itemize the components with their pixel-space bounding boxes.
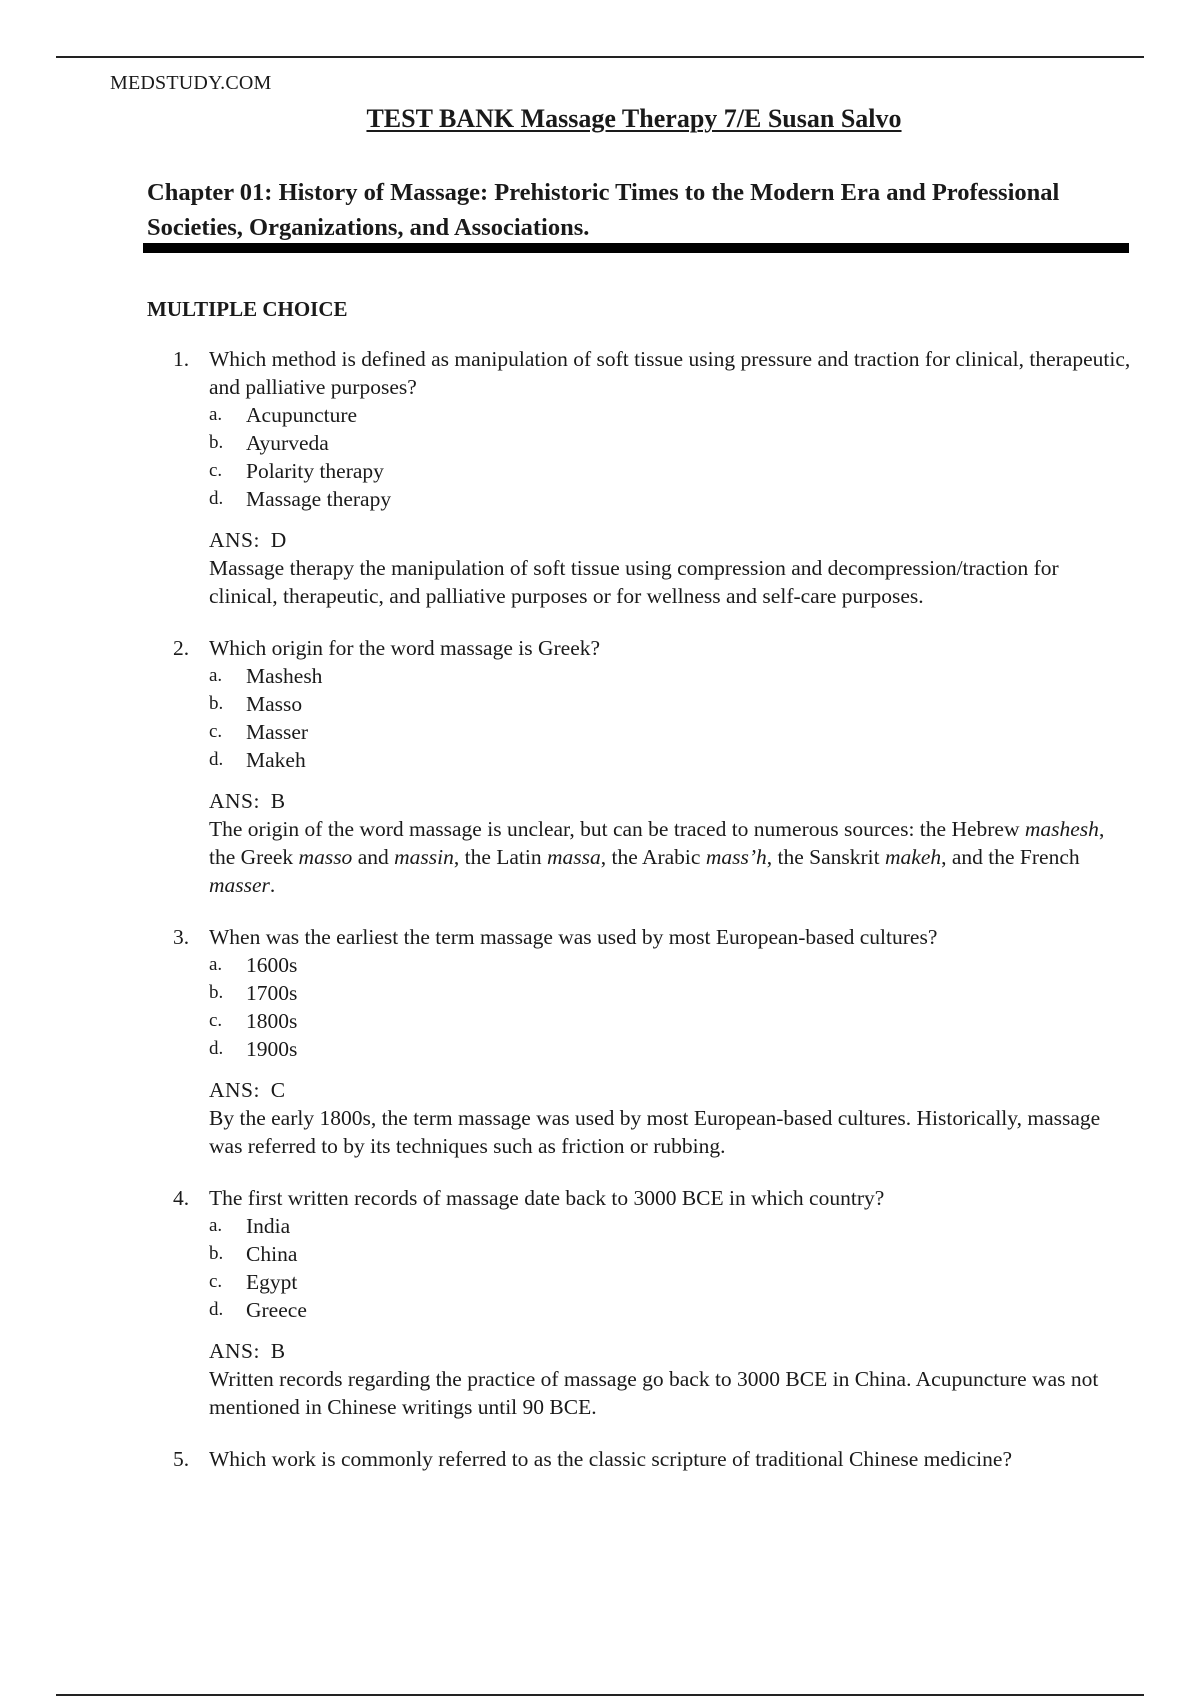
option-letter: d. xyxy=(209,488,224,509)
option-letter: a. xyxy=(209,1215,223,1236)
option-text: 1900s xyxy=(246,1037,298,1061)
chapter-divider xyxy=(143,243,1129,253)
answer-line xyxy=(209,526,1200,554)
answer-line xyxy=(209,787,1200,815)
question-text: When was the earliest the term massage was used by most European-based cultures? xyxy=(209,925,938,949)
option-c xyxy=(209,457,1200,485)
top-rule xyxy=(56,56,1144,58)
option-letter: d. xyxy=(209,1299,224,1320)
option-text: Mashesh xyxy=(246,664,323,688)
answer-label: ANS: xyxy=(209,528,260,552)
answer-value: C xyxy=(270,1078,286,1102)
rationale-text: and xyxy=(352,845,395,869)
option-text: 1600s xyxy=(246,953,298,977)
option-b xyxy=(209,979,1200,1007)
question-number: 1. xyxy=(173,347,190,371)
section-heading: MULTIPLE CHOICE xyxy=(147,297,348,321)
question-4 xyxy=(0,1184,1200,1421)
option-text: Greece xyxy=(246,1298,307,1322)
option-text: Egypt xyxy=(246,1270,298,1294)
option-letter: b. xyxy=(209,432,224,453)
site-name: MEDSTUDY.COM xyxy=(110,72,272,94)
rationale-term-arabic: mass’h xyxy=(705,845,767,869)
option-c xyxy=(209,1268,1200,1296)
option-letter: b. xyxy=(209,982,224,1003)
option-a xyxy=(209,662,1200,690)
question-text: Which method is defined as manipulation of soft tissue using pressure and traction for clinical, therapeutic, and palliative purposes? xyxy=(209,347,1131,399)
option-list xyxy=(0,662,1200,774)
option-b xyxy=(209,1240,1200,1268)
rationale-text: , and the French xyxy=(941,845,1080,869)
rationale-text: , the Greek xyxy=(209,817,1105,869)
rationale-text: , the Latin xyxy=(453,845,547,869)
option-b xyxy=(209,690,1200,718)
bottom-rule xyxy=(56,1694,1144,1696)
option-a xyxy=(209,401,1200,429)
option-text: Makeh xyxy=(246,748,306,772)
option-letter: a. xyxy=(209,404,223,425)
option-c xyxy=(209,1007,1200,1035)
answer-value: B xyxy=(270,789,286,813)
question-1 xyxy=(0,345,1200,610)
option-c xyxy=(209,718,1200,746)
question-number: 3. xyxy=(173,925,190,949)
option-text: Acupuncture xyxy=(246,403,358,427)
rationale-text: , the Sanskrit xyxy=(766,845,885,869)
question-number: 4. xyxy=(173,1186,190,1210)
option-text: Polarity therapy xyxy=(246,459,384,483)
rationale-term-hebrew: mashesh xyxy=(1024,817,1099,841)
rationale: Written records regarding the practice of massage go back to 3000 BCE in China. Acupuncture was not mentioned in Chinese writings until 90 BCE. xyxy=(209,1367,1099,1419)
option-list xyxy=(0,401,1200,513)
answer-line xyxy=(209,1076,1200,1104)
option-letter: c. xyxy=(209,1271,223,1292)
option-text: 1800s xyxy=(246,1009,298,1033)
rationale-text: The origin of the word massage is unclear, but can be traced to numerous sources: the Hebrew xyxy=(209,817,1025,841)
option-text: India xyxy=(246,1214,291,1238)
rationale-term-latin: massa xyxy=(546,845,601,869)
rationale-term-sanskrit: makeh xyxy=(885,845,942,869)
question-number: 2. xyxy=(173,636,190,660)
option-text: Masser xyxy=(246,720,309,744)
option-d xyxy=(209,1296,1200,1324)
option-letter: b. xyxy=(209,1243,224,1264)
option-b xyxy=(209,429,1200,457)
rationale-term-greek-2: massin xyxy=(394,845,454,869)
option-letter: d. xyxy=(209,749,224,770)
option-letter: c. xyxy=(209,460,223,481)
answer-line xyxy=(209,1337,1200,1365)
question-3 xyxy=(0,923,1200,1160)
option-letter: d. xyxy=(209,1038,224,1059)
option-d xyxy=(209,746,1200,774)
option-text: China xyxy=(246,1242,298,1266)
option-list xyxy=(0,951,1200,1063)
question-2 xyxy=(0,634,1200,899)
question-list xyxy=(0,345,1200,1497)
question-number: 5. xyxy=(173,1447,190,1471)
option-a xyxy=(209,951,1200,979)
document-title: TEST BANK Massage Therapy 7/E Susan Salvo xyxy=(366,104,902,133)
option-text: 1700s xyxy=(246,981,298,1005)
option-text: Ayurveda xyxy=(246,431,329,455)
option-letter: a. xyxy=(209,954,223,975)
rationale: By the early 1800s, the term massage was used by most European-based cultures. Historically, massage was referred to by its techniques such as friction or rubbing. xyxy=(209,1106,1101,1158)
option-a xyxy=(209,1212,1200,1240)
chapter-heading: Chapter 01: History of Massage: Prehistoric Times to the Modern Era and Professional Societies, Organizations, and Associations. xyxy=(147,179,1060,241)
answer-value: D xyxy=(270,528,287,552)
answer-label: ANS: xyxy=(209,1339,260,1363)
option-text: Massage therapy xyxy=(246,487,392,511)
question-text: Which work is commonly referred to as the classic scripture of traditional Chinese medicine? xyxy=(209,1447,1012,1471)
answer-value: B xyxy=(270,1339,286,1363)
answer-label: ANS: xyxy=(209,789,260,813)
rationale xyxy=(209,815,1129,899)
rationale: Massage therapy the manipulation of soft tissue using compression and decompression/traction for clinical, therapeutic, and palliative purposes or for wellness and self-care purposes. xyxy=(209,556,1059,608)
rationale-term-french: masser xyxy=(209,873,270,897)
option-text: Masso xyxy=(246,692,303,716)
option-d xyxy=(209,1035,1200,1063)
option-letter: a. xyxy=(209,665,223,686)
rationale-text: , the Arabic xyxy=(600,845,706,869)
rationale-term-greek: masso xyxy=(298,845,353,869)
option-d xyxy=(209,485,1200,513)
answer-label: ANS: xyxy=(209,1078,260,1102)
rationale-text: . xyxy=(269,873,276,897)
option-letter: c. xyxy=(209,721,223,742)
question-text: Which origin for the word massage is Greek? xyxy=(209,636,601,660)
option-letter: b. xyxy=(209,693,224,714)
option-list xyxy=(0,1212,1200,1324)
question-text: The first written records of massage date back to 3000 BCE in which country? xyxy=(209,1186,885,1210)
option-letter: c. xyxy=(209,1010,223,1031)
question-5 xyxy=(0,1445,1200,1473)
